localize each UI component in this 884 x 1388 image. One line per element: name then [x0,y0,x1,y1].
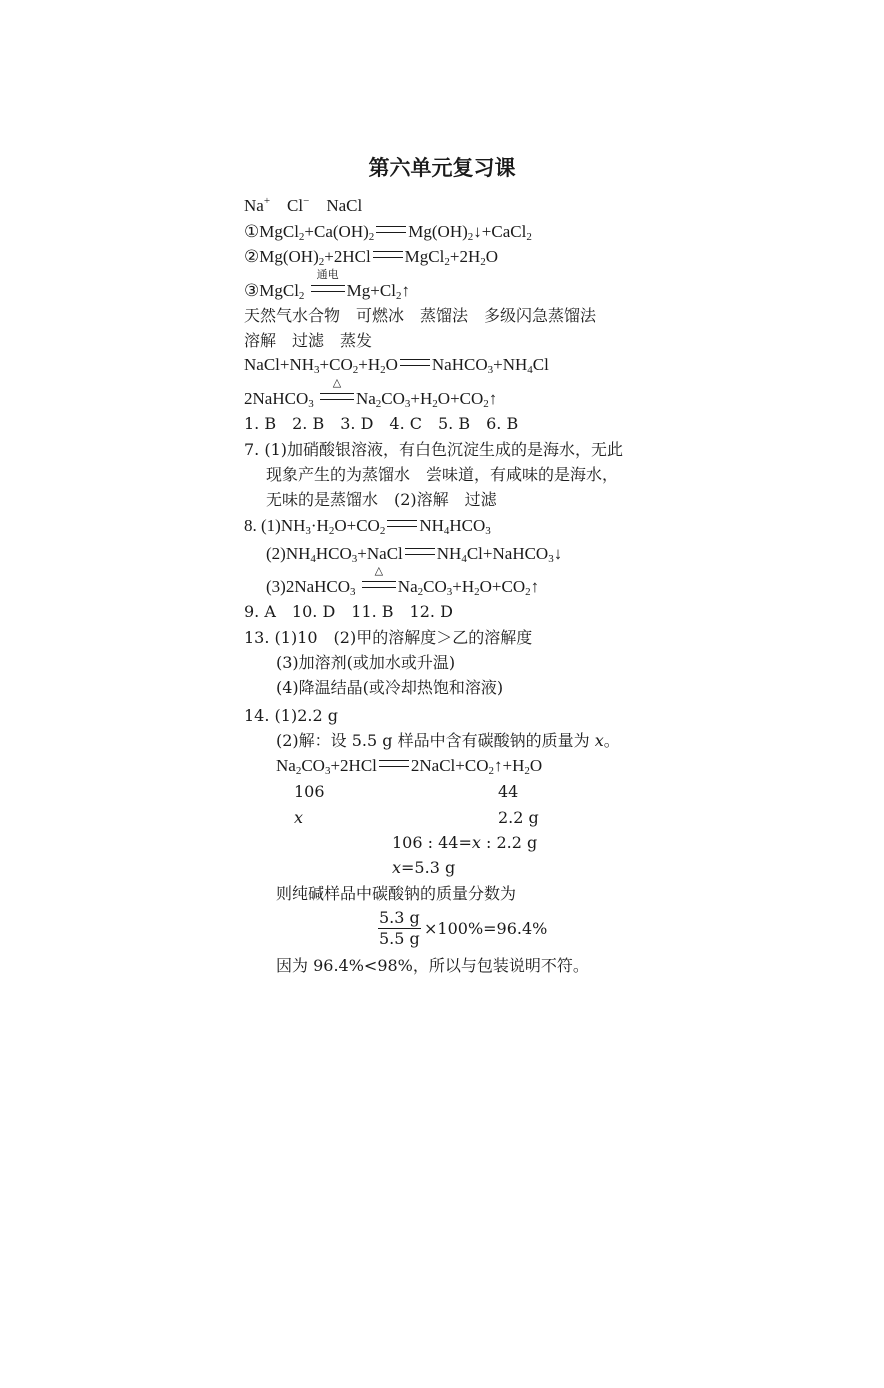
reaction-1: $①MgCl_2+Ca(OH)_2$ $Mg(OH)_2↓+CaCl_2$ [244,222,532,243]
answer-line-1: 天然气水合物 可燃冰 蒸馏法 多级闪急蒸馏法 [244,306,597,325]
electrolysis-condition [311,269,345,292]
co2-mass: 2.2 g [498,808,539,827]
q8-2: $(2)NH_4HCO_3+NaCl$ $NH_4Cl+NaHCO_3↓$ [266,544,563,565]
proportion: 106 : 44=𝑥 : 2.2 g [392,833,538,852]
q7-line-3: 无味的是蒸馏水 (2)溶解 过滤 [266,490,497,509]
molar-mass-co2: 44 [498,782,519,801]
q14-equation: $Na_2CO_3+2HCl$ $2NaCl+CO_2↑+H_2O$ [276,756,543,777]
q8-3: (3)2NaHCO$_3$ △ $Na_2CO_3+H_2O+CO_2↑$ [266,565,540,598]
q13-line-2: (3)加溶剂(或加水或升温) [276,653,456,672]
answer-line-2: 溶解 过滤 蒸发 [244,331,373,350]
reaction-5: 2NaHCO$_3$ △ $Na_2CO_3+H_2O+CO_2↑$ [244,377,498,410]
fraction [378,908,421,949]
heat-symbol-2: △ [374,565,384,577]
x-value: 𝑥=5.3 g [392,858,456,877]
reaction-4: $NaCl+NH_3+CO_2+H_2O$ $NaHCO_3+NH_4Cl$ [244,355,549,376]
ions-line: Na+ Cl− NaCl [244,195,363,215]
q13-line-1: 13. (1)10 (2)甲的溶解度＞乙的溶解度 [244,628,533,647]
q14-line-1: 14. (1)2.2 g [244,706,338,725]
fraction-denominator: 5.5 g [379,929,420,948]
q7-line-1: 7. (1)加硝酸银溶液，有白色沉淀生成的是海水，无此 [244,440,624,459]
reaction-3: ③MgCl$_2$ 通电 $Mg+Cl_2↑$ [244,269,410,302]
fraction-numerator: 5.3 g [379,908,420,927]
unknown-x: 𝑥 [294,808,304,827]
q14-conclusion: 因为 96.4%<98%，所以与包装说明不符。 [276,956,589,975]
fraction-result: ×100%=96.4% [424,919,548,938]
answers-1-6: 1. B 2. B 3. D 4. C 5. B 6. B [244,414,519,433]
q14-line-3: 则纯碱样品中碳酸钠的质量分数为 [276,884,517,903]
electrolysis-label: 通电 [316,269,339,281]
q14-line-2: (2)解：设 5.5 g 样品中含有碳酸钠的质量为 𝑥。 [276,731,620,750]
q13-line-3: (4)降温结晶(或冷却热饱和溶液) [276,678,504,697]
molar-mass-na2co3: 106 [294,782,325,801]
q7-line-2: 现象产生的为蒸馏水 尝味道，有咸味的是海水， [266,465,619,484]
page-title: 第六单元复习课 [368,156,516,180]
reaction-2: $②Mg(OH)_2+2HCl$ $MgCl_2+2H_2O$ [244,247,499,268]
q8-1: 8. $(1)NH_3\cdot H_2O+CO_2$ $NH_4HCO_3$ [244,516,491,537]
answers-9-12: 9. A 10. D 11. B 12. D [244,602,453,621]
heat-symbol: △ [332,377,342,389]
